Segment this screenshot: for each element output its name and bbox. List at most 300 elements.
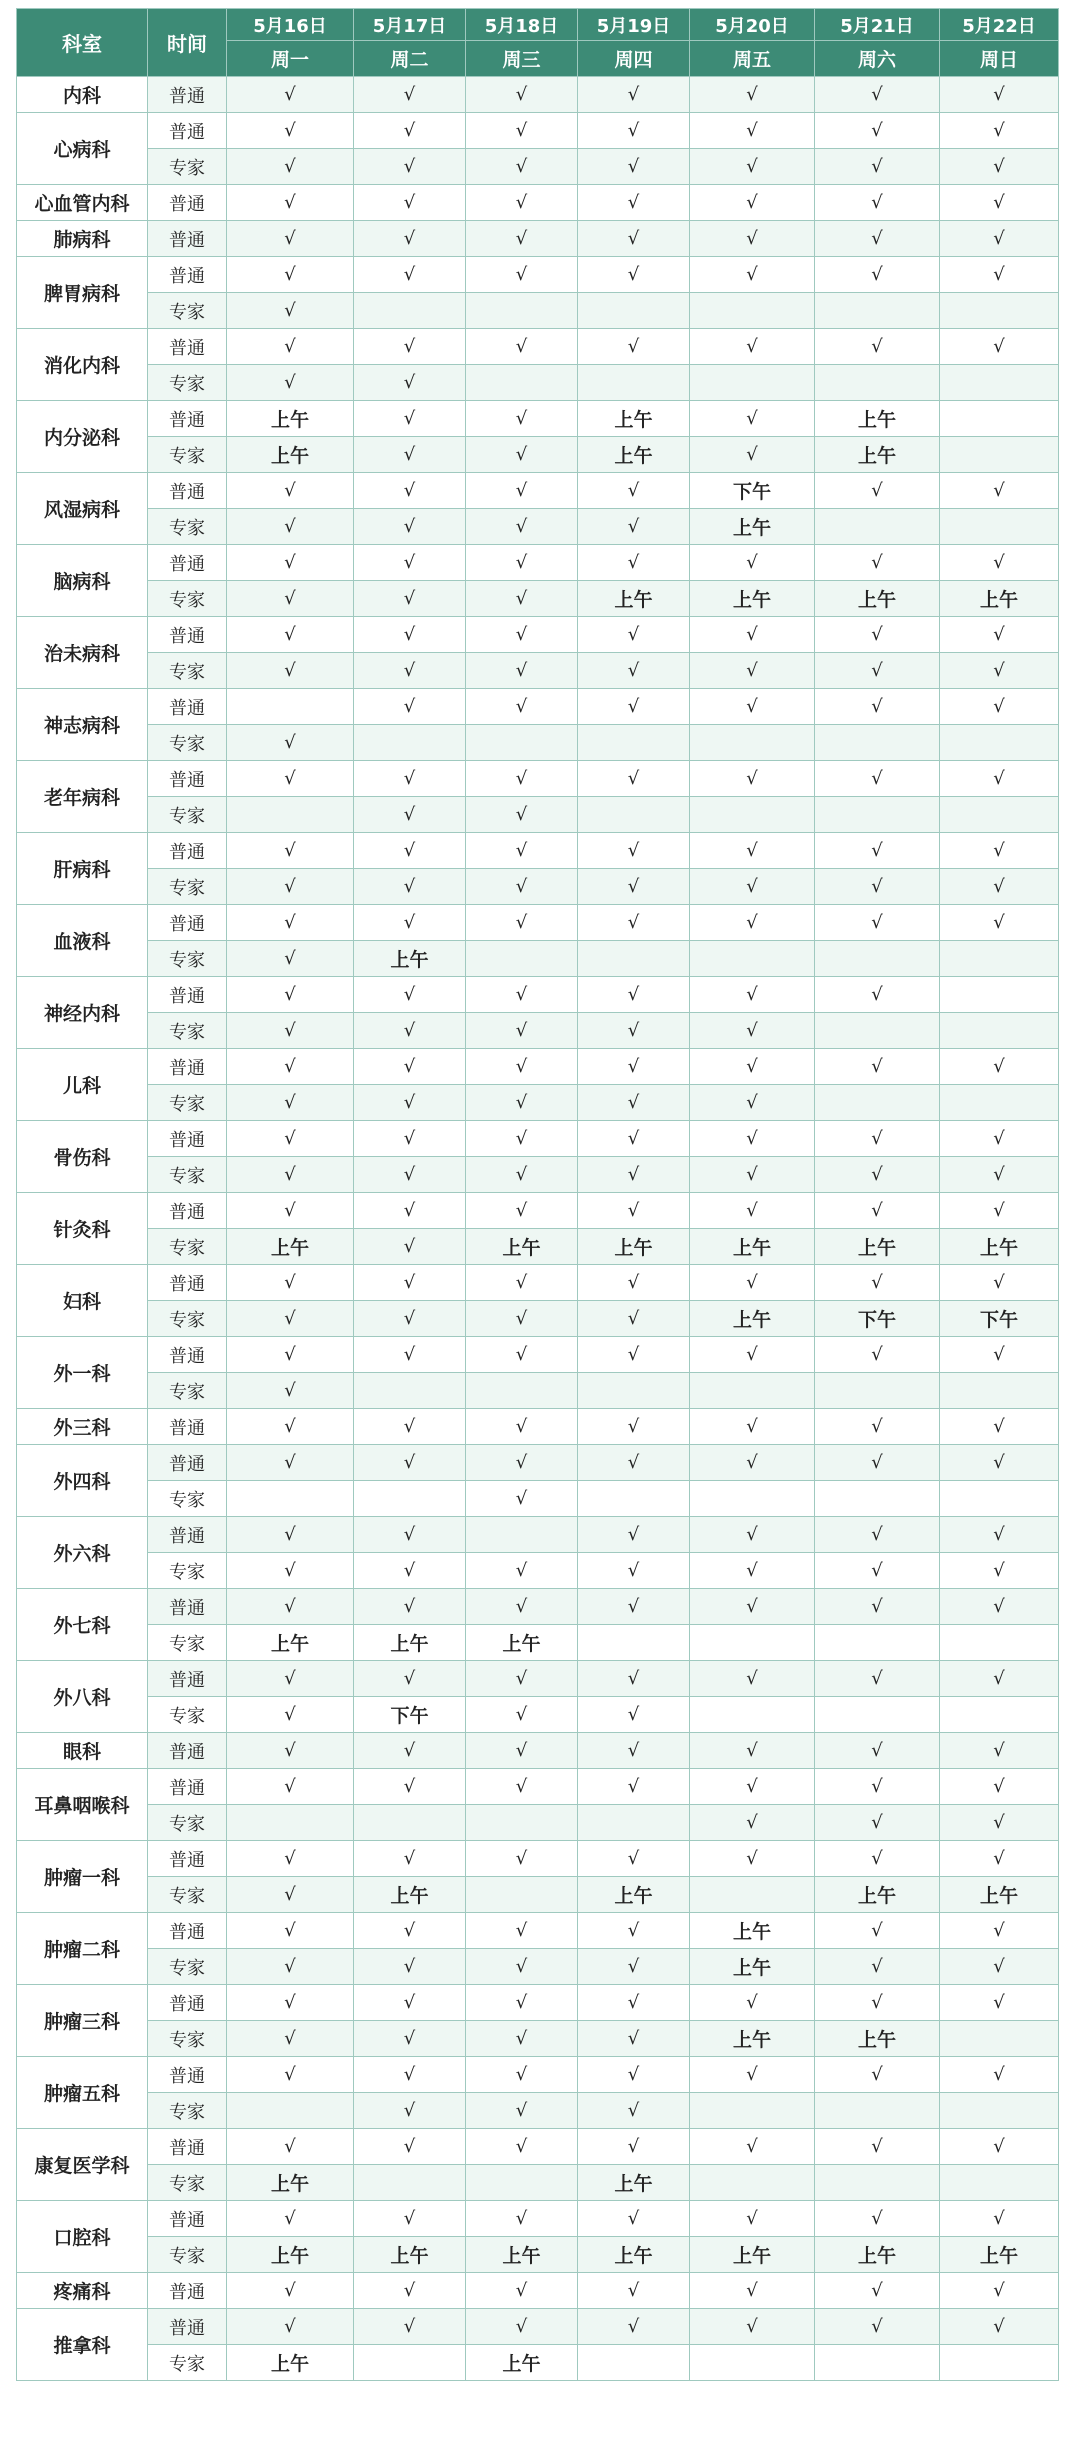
schedule-cell: √ <box>466 221 578 257</box>
schedule-cell: √ <box>578 1409 690 1445</box>
table-row <box>17 545 1059 581</box>
schedule-cell <box>354 2345 466 2381</box>
clinic-type: 专家 <box>148 2237 227 2273</box>
schedule-cell: √ <box>227 1985 354 2021</box>
table-row <box>17 2273 1059 2309</box>
schedule-cell: 下午 <box>940 1301 1059 1337</box>
schedule-cell: √ <box>466 581 578 617</box>
schedule-cell: √ <box>815 1121 940 1157</box>
schedule-cell <box>940 2093 1059 2129</box>
schedule-cell: √ <box>578 869 690 905</box>
table-row <box>17 1193 1059 1229</box>
schedule-cell: √ <box>815 77 940 113</box>
weekday-header: 周四 <box>578 41 690 77</box>
table-row <box>17 941 1059 977</box>
schedule-cell <box>578 1373 690 1409</box>
schedule-cell: √ <box>940 1913 1059 1949</box>
schedule-cell: √ <box>940 1589 1059 1625</box>
clinic-type: 普通 <box>148 1445 227 1481</box>
schedule-cell: √ <box>815 221 940 257</box>
schedule-cell: √ <box>940 77 1059 113</box>
schedule-cell: √ <box>578 1841 690 1877</box>
table-row <box>17 77 1059 113</box>
table-row <box>17 401 1059 437</box>
schedule-cell: 上午 <box>690 2021 815 2057</box>
department-name: 肿瘤二科 <box>17 1913 148 1985</box>
schedule-cell: √ <box>227 77 354 113</box>
schedule-cell: √ <box>940 1841 1059 1877</box>
schedule-cell: √ <box>354 1661 466 1697</box>
schedule-cell: √ <box>940 1409 1059 1445</box>
schedule-cell: √ <box>354 869 466 905</box>
table-row <box>17 509 1059 545</box>
schedule-cell: 上午 <box>466 2345 578 2381</box>
schedule-cell: √ <box>815 1733 940 1769</box>
schedule-cell <box>815 1481 940 1517</box>
schedule-cell: √ <box>578 1049 690 1085</box>
schedule-cell <box>466 1805 578 1841</box>
schedule-cell: √ <box>466 1733 578 1769</box>
schedule-cell: √ <box>227 617 354 653</box>
schedule-cell: √ <box>940 1193 1059 1229</box>
schedule-cell: √ <box>940 1049 1059 1085</box>
schedule-cell: √ <box>940 1265 1059 1301</box>
schedule-cell: √ <box>354 1193 466 1229</box>
schedule-cell: √ <box>466 617 578 653</box>
clinic-type: 普通 <box>148 257 227 293</box>
schedule-cell: √ <box>466 473 578 509</box>
schedule-cell: √ <box>354 1013 466 1049</box>
schedule-cell: √ <box>354 977 466 1013</box>
clinic-type: 普通 <box>148 1589 227 1625</box>
schedule-cell: √ <box>815 1193 940 1229</box>
table-row <box>17 1697 1059 1733</box>
schedule-cell <box>690 1625 815 1661</box>
schedule-cell: √ <box>466 761 578 797</box>
schedule-cell: √ <box>227 257 354 293</box>
schedule-cell: √ <box>578 545 690 581</box>
schedule-cell: √ <box>690 113 815 149</box>
schedule-cell <box>815 1625 940 1661</box>
schedule-cell <box>690 2165 815 2201</box>
schedule-cell <box>940 1625 1059 1661</box>
clinic-type: 专家 <box>148 581 227 617</box>
schedule-cell: √ <box>815 977 940 1013</box>
schedule-cell: √ <box>466 1265 578 1301</box>
schedule-cell: 上午 <box>940 581 1059 617</box>
schedule-cell: √ <box>227 1409 354 1445</box>
schedule-cell: √ <box>227 2309 354 2345</box>
schedule-cell: √ <box>227 869 354 905</box>
clinic-type: 普通 <box>148 905 227 941</box>
schedule-cell: 上午 <box>466 1229 578 1265</box>
schedule-cell <box>940 1697 1059 1733</box>
date-header: 5月17日 <box>354 9 466 41</box>
schedule-cell: √ <box>815 257 940 293</box>
schedule-cell <box>466 1877 578 1913</box>
schedule-cell: √ <box>466 1913 578 1949</box>
schedule-cell: √ <box>354 437 466 473</box>
schedule-cell: 上午 <box>227 2237 354 2273</box>
schedule-cell: √ <box>227 1517 354 1553</box>
schedule-cell: √ <box>578 1121 690 1157</box>
schedule-cell: √ <box>940 221 1059 257</box>
table-row <box>17 1229 1059 1265</box>
schedule-cell: √ <box>578 257 690 293</box>
department-name: 口腔科 <box>17 2201 148 2273</box>
schedule-cell: √ <box>940 1661 1059 1697</box>
schedule-cell: 上午 <box>227 401 354 437</box>
schedule-cell: √ <box>227 1157 354 1193</box>
schedule-cell <box>940 437 1059 473</box>
department-name: 神志病科 <box>17 689 148 761</box>
table-row <box>17 1337 1059 1373</box>
schedule-cell: √ <box>227 653 354 689</box>
schedule-cell: √ <box>227 1877 354 1913</box>
schedule-cell: √ <box>815 617 940 653</box>
schedule-cell: 上午 <box>690 581 815 617</box>
schedule-cell: √ <box>354 2093 466 2129</box>
schedule-cell: √ <box>940 113 1059 149</box>
schedule-cell: √ <box>354 113 466 149</box>
schedule-cell <box>940 2345 1059 2381</box>
schedule-cell: 上午 <box>815 2021 940 2057</box>
schedule-cell: √ <box>227 2273 354 2309</box>
schedule-cell: √ <box>466 1301 578 1337</box>
schedule-cell: √ <box>466 1697 578 1733</box>
schedule-cell: √ <box>578 329 690 365</box>
schedule-cell: √ <box>466 509 578 545</box>
table-row <box>17 2237 1059 2273</box>
schedule-cell: √ <box>466 1481 578 1517</box>
schedule-cell: √ <box>227 725 354 761</box>
schedule-cell: √ <box>466 2201 578 2237</box>
clinic-type: 普通 <box>148 1913 227 1949</box>
clinic-type: 专家 <box>148 437 227 473</box>
schedule-cell <box>940 1481 1059 1517</box>
schedule-cell <box>466 725 578 761</box>
schedule-cell: √ <box>227 365 354 401</box>
table-row <box>17 1949 1059 1985</box>
clinic-type: 专家 <box>148 365 227 401</box>
schedule-cell: √ <box>466 1769 578 1805</box>
schedule-cell: √ <box>815 1445 940 1481</box>
schedule-cell: √ <box>940 905 1059 941</box>
department-name: 儿科 <box>17 1049 148 1121</box>
schedule-cell: √ <box>578 1769 690 1805</box>
schedule-cell <box>354 1373 466 1409</box>
schedule-cell: √ <box>815 869 940 905</box>
schedule-cell: √ <box>227 221 354 257</box>
schedule-cell: √ <box>466 2057 578 2093</box>
schedule-cell <box>940 1373 1059 1409</box>
schedule-cell: √ <box>354 185 466 221</box>
department-name: 血液科 <box>17 905 148 977</box>
table-row <box>17 1121 1059 1157</box>
schedule-cell: √ <box>354 473 466 509</box>
department-name: 心病科 <box>17 113 148 185</box>
schedule-cell: √ <box>227 1085 354 1121</box>
schedule-cell <box>578 941 690 977</box>
schedule-cell: √ <box>578 113 690 149</box>
schedule-cell: √ <box>690 149 815 185</box>
schedule-cell: √ <box>466 1949 578 1985</box>
weekday-header: 周日 <box>940 41 1059 77</box>
schedule-cell: √ <box>690 2129 815 2165</box>
table-row <box>17 2309 1059 2345</box>
schedule-cell: √ <box>227 2057 354 2093</box>
schedule-cell: √ <box>578 2021 690 2057</box>
schedule-cell: √ <box>815 653 940 689</box>
schedule-cell <box>815 509 940 545</box>
schedule-cell: √ <box>690 1805 815 1841</box>
schedule-cell <box>940 797 1059 833</box>
schedule-cell: √ <box>354 1085 466 1121</box>
schedule-cell: √ <box>354 1589 466 1625</box>
clinic-type: 专家 <box>148 1481 227 1517</box>
schedule-cell: √ <box>227 1301 354 1337</box>
table-row <box>17 2021 1059 2057</box>
schedule-cell: √ <box>690 545 815 581</box>
clinic-type: 普通 <box>148 113 227 149</box>
schedule-cell <box>466 1373 578 1409</box>
schedule-cell: √ <box>466 1157 578 1193</box>
table-row <box>17 1013 1059 1049</box>
department-name: 推拿科 <box>17 2309 148 2381</box>
schedule-cell: √ <box>466 1193 578 1229</box>
clinic-type: 普通 <box>148 1121 227 1157</box>
schedule-cell <box>578 2345 690 2381</box>
weekday-header: 周二 <box>354 41 466 77</box>
schedule-cell: √ <box>690 77 815 113</box>
schedule-cell <box>940 1085 1059 1121</box>
schedule-cell: √ <box>940 689 1059 725</box>
schedule-cell: √ <box>940 1121 1059 1157</box>
schedule-cell: √ <box>227 509 354 545</box>
clinic-type: 普通 <box>148 329 227 365</box>
schedule-cell: √ <box>690 1445 815 1481</box>
schedule-cell: √ <box>815 761 940 797</box>
schedule-cell: √ <box>578 617 690 653</box>
schedule-cell: 上午 <box>578 2165 690 2201</box>
clinic-type: 专家 <box>148 1085 227 1121</box>
table-row <box>17 1733 1059 1769</box>
schedule-cell: √ <box>940 1733 1059 1769</box>
schedule-cell: √ <box>466 1409 578 1445</box>
clinic-type: 普通 <box>148 185 227 221</box>
schedule-cell: √ <box>466 257 578 293</box>
table-row <box>17 761 1059 797</box>
schedule-cell: √ <box>354 257 466 293</box>
schedule-cell: √ <box>690 617 815 653</box>
schedule-cell: √ <box>578 1013 690 1049</box>
schedule-cell: √ <box>354 545 466 581</box>
schedule-cell: √ <box>466 2309 578 2345</box>
schedule-cell: √ <box>354 1841 466 1877</box>
schedule-cell <box>354 293 466 329</box>
table-row <box>17 1481 1059 1517</box>
schedule-cell: √ <box>227 833 354 869</box>
schedule-cell: √ <box>354 1517 466 1553</box>
table-row <box>17 473 1059 509</box>
department-name: 疼痛科 <box>17 2273 148 2309</box>
schedule-cell: √ <box>690 2201 815 2237</box>
schedule-cell: √ <box>354 833 466 869</box>
schedule-cell <box>940 401 1059 437</box>
schedule-cell: √ <box>227 581 354 617</box>
schedule-cell: √ <box>227 1049 354 1085</box>
clinic-type: 专家 <box>148 1805 227 1841</box>
schedule-cell: √ <box>690 1661 815 1697</box>
schedule-cell: √ <box>227 329 354 365</box>
schedule-cell: √ <box>815 113 940 149</box>
table-row <box>17 1301 1059 1337</box>
schedule-cell: √ <box>940 869 1059 905</box>
schedule-cell: 上午 <box>578 1877 690 1913</box>
schedule-cell <box>690 1697 815 1733</box>
schedule-cell: √ <box>690 221 815 257</box>
table-row <box>17 1841 1059 1877</box>
schedule-cell: √ <box>354 2273 466 2309</box>
schedule-cell: √ <box>815 833 940 869</box>
schedule-cell: √ <box>354 1445 466 1481</box>
department-name: 耳鼻咽喉科 <box>17 1769 148 1841</box>
schedule-cell: √ <box>690 2057 815 2093</box>
schedule-cell: √ <box>354 2309 466 2345</box>
schedule-cell <box>578 1481 690 1517</box>
schedule-cell: √ <box>466 185 578 221</box>
schedule-cell <box>815 941 940 977</box>
date-header: 5月16日 <box>227 9 354 41</box>
schedule-cell: √ <box>578 1157 690 1193</box>
schedule-cell: √ <box>354 689 466 725</box>
schedule-cell <box>466 1517 578 1553</box>
schedule-cell: √ <box>354 761 466 797</box>
table-header <box>17 9 1059 77</box>
department-name: 妇科 <box>17 1265 148 1337</box>
schedule-cell: √ <box>815 1337 940 1373</box>
clinic-type: 专家 <box>148 1157 227 1193</box>
schedule-cell: 上午 <box>578 2237 690 2273</box>
schedule-cell <box>227 797 354 833</box>
schedule-cell: 上午 <box>940 1229 1059 1265</box>
schedule-cell: 上午 <box>940 1877 1059 1913</box>
table-row <box>17 833 1059 869</box>
schedule-cell: √ <box>940 1517 1059 1553</box>
date-header: 5月22日 <box>940 9 1059 41</box>
schedule-cell: √ <box>466 653 578 689</box>
schedule-cell: √ <box>815 2273 940 2309</box>
schedule-cell: 上午 <box>578 437 690 473</box>
schedule-cell: √ <box>578 2201 690 2237</box>
schedule-cell: √ <box>578 833 690 869</box>
schedule-cell: 上午 <box>690 1229 815 1265</box>
schedule-cell: √ <box>690 1409 815 1445</box>
schedule-cell <box>466 293 578 329</box>
schedule-cell: √ <box>354 329 466 365</box>
table-row <box>17 185 1059 221</box>
clinic-type: 普通 <box>148 2309 227 2345</box>
schedule-cell: √ <box>354 1121 466 1157</box>
schedule-cell <box>354 725 466 761</box>
schedule-cell: 上午 <box>227 1229 354 1265</box>
schedule-cell: √ <box>940 833 1059 869</box>
schedule-cell: √ <box>578 1517 690 1553</box>
schedule-cell: 上午 <box>690 2237 815 2273</box>
schedule-cell: √ <box>354 401 466 437</box>
table-row <box>17 2057 1059 2093</box>
schedule-cell: √ <box>354 365 466 401</box>
schedule-cell: 上午 <box>578 401 690 437</box>
table-row <box>17 2201 1059 2237</box>
table-row <box>17 1769 1059 1805</box>
schedule-cell: √ <box>815 2129 940 2165</box>
schedule-cell: √ <box>227 1949 354 1985</box>
table-row <box>17 689 1059 725</box>
table-row <box>17 1877 1059 1913</box>
schedule-cell: √ <box>940 545 1059 581</box>
schedule-cell: √ <box>690 1013 815 1049</box>
schedule-cell: √ <box>815 329 940 365</box>
schedule-cell: 上午 <box>690 1913 815 1949</box>
schedule-cell: √ <box>578 1193 690 1229</box>
clinic-type: 普通 <box>148 1769 227 1805</box>
schedule-cell: √ <box>466 1013 578 1049</box>
table-row <box>17 257 1059 293</box>
table-row <box>17 617 1059 653</box>
schedule-cell <box>940 509 1059 545</box>
schedule-cell <box>940 293 1059 329</box>
schedule-cell: √ <box>815 2309 940 2345</box>
schedule-cell: √ <box>466 545 578 581</box>
schedule-cell: √ <box>578 1445 690 1481</box>
schedule-cell: √ <box>227 149 354 185</box>
clinic-type: 普通 <box>148 1265 227 1301</box>
schedule-cell <box>578 797 690 833</box>
schedule-cell: √ <box>940 653 1059 689</box>
schedule-cell: √ <box>227 113 354 149</box>
schedule-cell: √ <box>466 2093 578 2129</box>
schedule-cell: √ <box>940 617 1059 653</box>
schedule-cell: 上午 <box>227 437 354 473</box>
clinic-type: 普通 <box>148 2129 227 2165</box>
schedule-cell: √ <box>690 1049 815 1085</box>
schedule-cell: √ <box>354 1157 466 1193</box>
clinic-type: 专家 <box>148 1553 227 1589</box>
schedule-cell <box>815 797 940 833</box>
table-row <box>17 1661 1059 1697</box>
schedule-cell <box>690 1481 815 1517</box>
schedule-cell: √ <box>466 833 578 869</box>
table-row <box>17 437 1059 473</box>
schedule-cell: √ <box>690 1085 815 1121</box>
schedule-cell: √ <box>690 185 815 221</box>
schedule-cell <box>227 2093 354 2129</box>
schedule-cell: √ <box>466 1121 578 1157</box>
table-row <box>17 1985 1059 2021</box>
schedule-cell: √ <box>227 941 354 977</box>
schedule-cell <box>227 689 354 725</box>
table-row <box>17 869 1059 905</box>
schedule-cell: √ <box>690 257 815 293</box>
schedule-cell: √ <box>690 977 815 1013</box>
schedule-cell: √ <box>354 1265 466 1301</box>
table-row <box>17 1085 1059 1121</box>
schedule-cell: 下午 <box>815 1301 940 1337</box>
table-row <box>17 1265 1059 1301</box>
schedule-cell: √ <box>466 1589 578 1625</box>
schedule-cell: √ <box>578 1661 690 1697</box>
